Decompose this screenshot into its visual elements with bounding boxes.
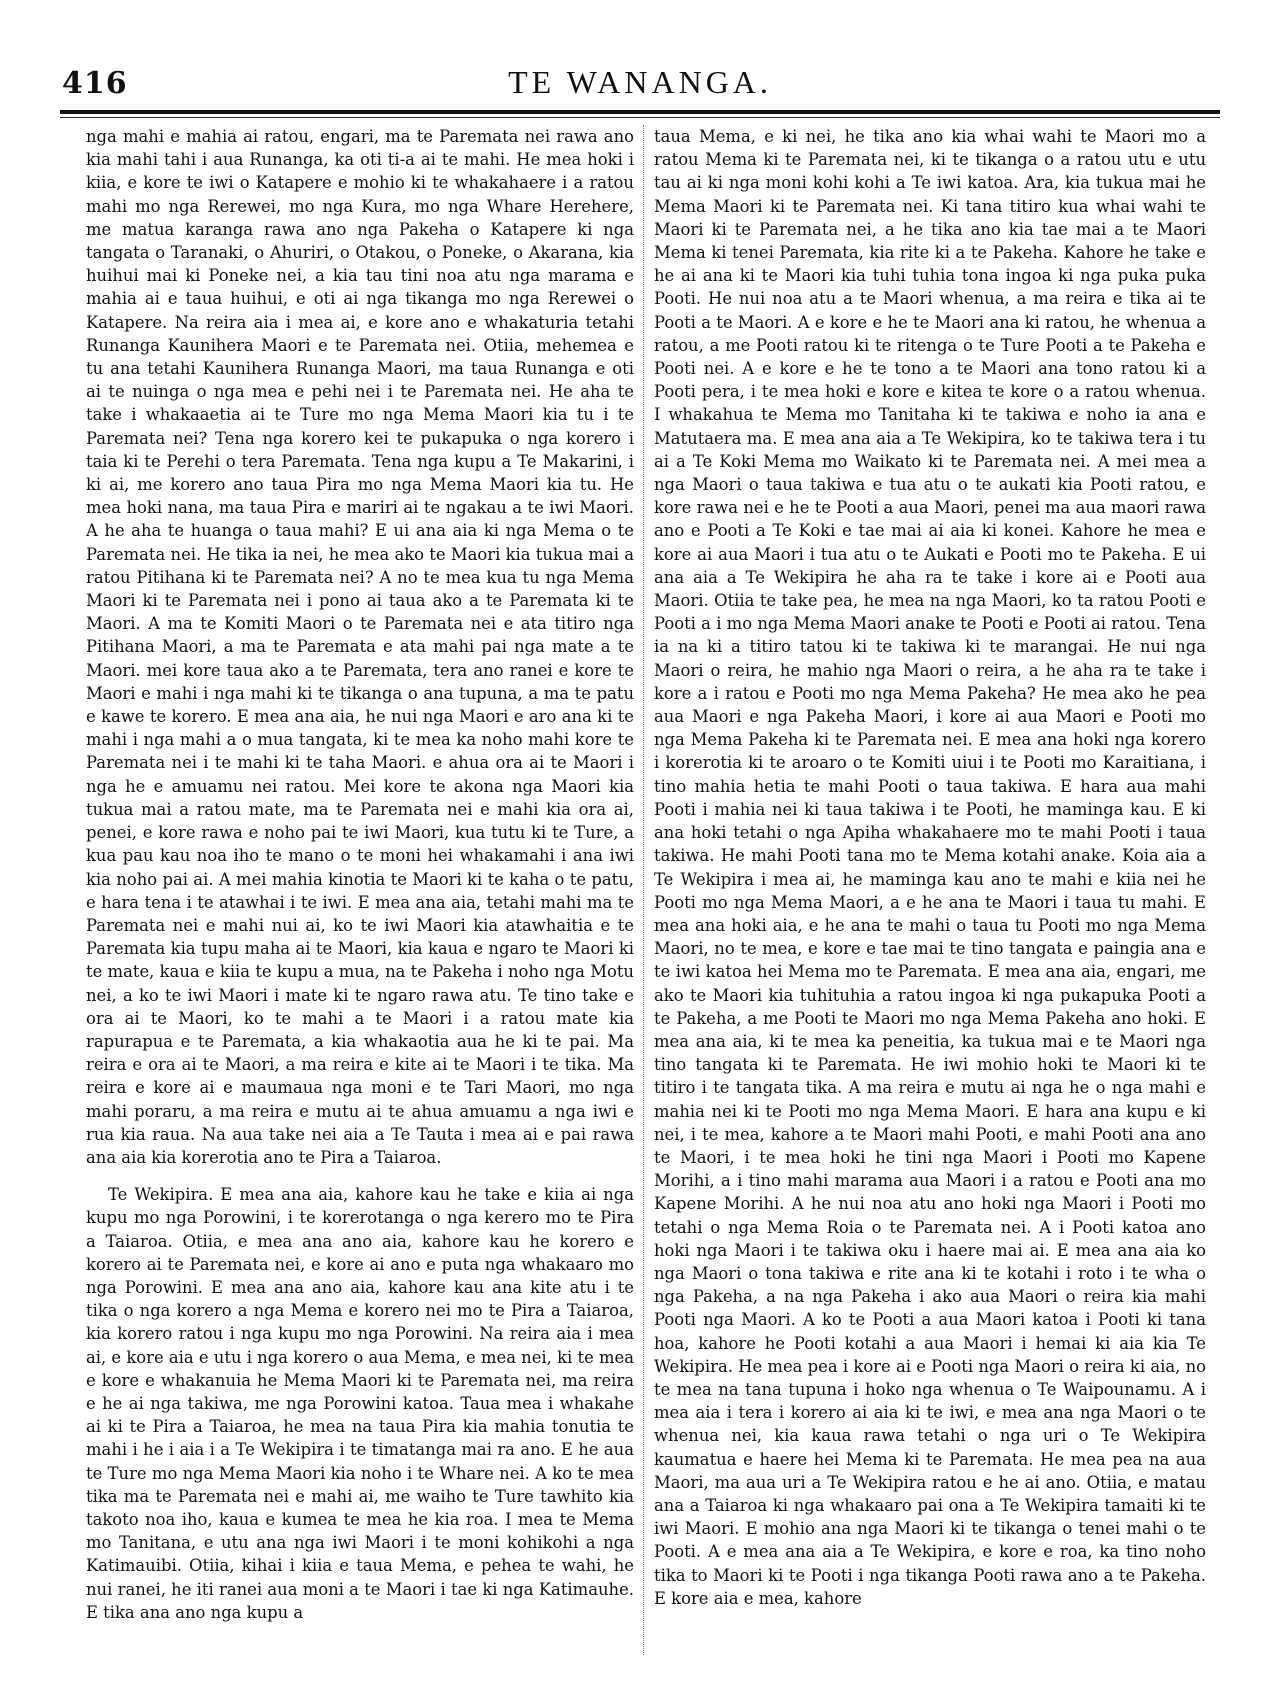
masthead-title: TE WANANGA. — [508, 64, 772, 100]
right-column — [654, 125, 1206, 1660]
page-number: 416 — [62, 66, 128, 101]
header-rule-thin — [60, 117, 1220, 118]
left-column — [86, 125, 634, 1660]
header-rule-thick — [60, 110, 1220, 114]
column-divider — [643, 125, 644, 1655]
left-paragraph-2: Te Wekipira. E mea ana aia, kahore kau he take e kiia ai nga kupu mo nga Porowini, i te korerotanga o nga kerero mo te Pira a Taiaroa. Otiia, e mea ana ano aia, kahore kau he korero e korero ai te Paremata nei, e kore ai ano e puta nga whakaaro mo nga Porowini. E mea ana ano aia, kahore kau ana kite atu i te tika o nga korero a nga Mema e korero nei mo te Pira a Taiaroa, kia korero ratou i nga kupu mo nga Porowini. Na reira aia i mea ai, e kore aia e utu i nga korero o aua Mema, e mea nei, ki te mea e kore e whakanuia he Mema Maori ki te Paremata nei, ma reira e he ai nga takiwa, me nga Porowini katoa. Taua mea i whakahe ai ki te Pira a Taiaroa, he mea na taua Pira kia mahia tonutia te mahi i he i aia i a Te Wekipira i te timatanga mai ra ano. E he aua te Ture mo nga Mema Maori kia noho i te Whare nei. A ko te mea tika ma te Paremata nei e mahi ai, me waiho te Ture tawhito kia takoto noa iho, kaua e kumea te mea he kia roa. I mea te Mema mo Tanitana, e utu ana nga iwi Maori i te moni kohikohi a nga Katimauibi. Otiia, kihai i kiia e taua Mema, e pehea te wahi, he nui ranei, he iti ranei aua moni a te Maori i tae ki nga Katimauhe. E tika ana ano nga kupu a — [86, 1185, 634, 1622]
right-paragraph-1: taua Mema, e ki nei, he tika ano kia whai wahi te Maori mo a ratou Mema ki te Paremata nei, ki te tikanga o a ratou utu e utu tau ai ki nga moni kohi kohi a Te iwi katoa. Ara, kia tukua mai he Mema Maori ki te Paremata nei. Ki tana titiro kua whai wahi te Maori ki te Paremata nei, a he tika ano kia tae mai a te Maori Mema ki tenei Paremata, kia rite ki a te Pakeha. Kahore he take e he ai ana ki te Maori kia tuhi tuhia tona ingoa ki nga puka puka Pooti. He nui noa atu a te Maori whenua, a ma reira e tika ai te Pooti a te Maori. A e kore e he te Maori ana ki ratou, he whenua a ratou, a me Pooti ratou ki te ritenga o te Ture Pooti a te Pakeha e Pooti nei. A e kore e he te tono a te Maori ana tono ratou ki a Pooti pera, i te mea hoki e kore e kitea te kore o a ratou whenua. I whakahua te Mema mo Tanitaha ki te takiwa e noho ia ana e Matutaera ma. E mea ana aia a Te Wekipira, ko te takiwa tera i tu ai a Te Koki Mema mo Waikato ki te Paremata nei. A mei mea a nga Maori o taua takiwa e tua atu o te aukati kia Pooti ratou, e kore rawa nei e he te Pooti a aua Maori, penei ma aua maori rawa ano e Pooti a Te Koki e tae mai ai aia ki konei. Kahore he mea e kore ai aua Maori i tua atu o te Aukati e Pooti mo te Pakeha. E ui ana aia a Te Wekipira he aha ra te take i kore ai e Pooti aua Maori. Otiia te take pea, he mea na nga Maori, ko ta ratou Pooti e Pooti a i mo nga Mema Maori anake te Pooti e Pooti ai ratou. Tena ia na ki a titiro tatou ki te takiwa ki te marangai. He nui nga Maori o reira, he mahio nga Maori o reira, a he aha ra te take i kore a i ratou e Pooti mo nga Mema Pakeha? He mea ako he pea aua Maori e nga Pakeha Maori, i kore ai aua Maori e Pooti mo nga Mema Pakeha ki te Paremata nei. E mea ana hoki nga korero i korerotia ki te aroaro o te Komiti uiui i te Pooti mo Karaitiana, i tino mahia hetia te mahi Pooti o taua takiwa. E hara aua mahi Pooti i mahia nei ki taua takiwa i te Pooti, he maminga kau. E ki ana hoki tetahi o nga Apiha whakahaere mo te mahi Pooti i taua takiwa. He mahi Pooti tana mo te Mema kotahi anake. Koia aia a Te Wekipira i mea ai, he maminga kau ano te mahi e kiia nei he Pooti mo nga Mema Maori, a e he ana te Maori i taua tu mahi. E mea ana hoki aia, e he ana te mahi o taua tu Pooti mo nga Mema Maori, no te mea, e kore e tae mai te tino tangata e paingia ana e te iwi katoa hei Mema mo te Paremata. E mea ana aia, engari, me ako te Maori kia tuhituhia a ratou ingoa ki nga pukapuka Pooti a te Pakeha, a me Pooti te Maori mo nga Mema Pakeha ano hoki. E mea ana aia, ki te mea ka peneitia, ka tukua mai e te Maori nga tino tangata ki te Paremata. He iwi mohio hoki te Maori ki te titiro i te tangata tika. A ma reira e mutu ai nga he o nga mahi e mahia nei ki te Pooti mo nga Mema Maori. E hara ana kupu e ki nei, i te mea, kahore a te Maori mahi Pooti, e mahi Pooti ana ano te Maori, i te mea hoki he tini nga Maori i Pooti mo Kapene Morihi, a i tino mahi marama aua Maori i a ratou e Pooti ana mo Kapene Morihi. A he nui noa atu ano hoki nga Maori i Pooti mo tetahi o nga Mema Roia o te Paremata nei. A i Pooti katoa ano hoki nga Maori i te takiwa oku i haere mai ai. E mea ana aia ko nga Maori o tona takiwa e rite ana ki te kotahi i roto i te wha o nga Pakeha, a na nga Pakeha i ako aua Maori o reira kia mahi Pooti nga Maori. A ko te Pooti a aua Maori katoa i Pooti ki tana hoa, kahore he Pooti kotahi a aua Maori i hemai ki aia kia Te Wekipira. He mea pea i kore ai e Pooti nga Maori o reira ki aia, no te mea na tana tupuna i hoko nga whenua o Te Waipounamu. A i mea aia i tera i korero ai aia ki te iwi, e mea ana nga Maori o te whenua nei, kia kaua rawa tetahi o nga uri o Te Wekipira kaumatua e haere hei Mema ki te Paremata. He mea pea na aua Maori, ma aua uri a Te Wekipira ratou e he ai ano. Otiia, e matau ana a Taiaroa ki nga whakaaro pai ona a Te Wekipira tamaiti ki te iwi Maori. E mohio ana nga Maori ki te tikanga o tenei mahi o te Pooti. A e mea ana aia a Te Wekipira, e kore e roa, ka tino noho tika to Maori ki te Pooti i nga tikanga Pooti rawa ano a te Pakeha. E kore aia e mea, kahore — [654, 127, 1206, 1608]
left-paragraph-1: nga mahi e mahia ai ratou, engari, ma te Paremata nei rawa ano kia mahi tahi i aua Runanga, ka oti ti-a ai te mahi. He mea hoki i kiia, e kore te iwi o Katapere e mohio ki te whakahaere i a ratou mahi mo nga Rerewei, mo nga Kura, mo nga Whare Herehere, me matua karanga rawa ano nga Pakeha o Katapere ki nga tangata o Taranaki, o Ahuriri, o Otakou, o Poneke, o Akarana, kia huihui mai ki Poneke nei, a kia tau tini noa atu nga marama e mahia ai e taua huihui, e oti ai nga tikanga mo nga Rerewei o Katapere. Na reira aia i mea ai, e kore ano e whakaturia tetahi Runanga Kaunihera Maori e te Paremata nei. Otiia, mehemea e tu ana tetahi Kaunihera Runanga Maori, ma taua Runanga e oti ai te nuinga o nga mea e pehi nei i te Paremata nei. He aha te take i whakaaetia ai te Ture mo nga Mema Maori kia tu i te Paremata nei? Tena nga korero kei te pukapuka o nga korero i taia ki te Perehi o tera Paremata. Tena nga kupu a Te Makarini, i ki ai, me korero ano taua Pira mo nga Mema Maori kia tu. He mea hoki nana, ma taua Pira e mariri ai te ngakau a te iwi Maori. A he aha te huanga o taua mahi? E ui ana aia ki nga Mema o te Paremata nei. He tika ia nei, he mea ako te Maori kia tukua mai a ratou Pitihana ki te Paremata nei? A no te mea kua tu nga Mema Maori ki te Paremata nei i pono ai taua ako a te Paremata ki te Maori. A ma te Komiti Maori o te Paremata nei e ata titiro nga Pitihana Maori, a ma te Paremata e ata mahi pai nga mate a te Maori. mei kore taua ako a te Paremata, tera ano ranei e kore te Maori e mahi i nga mahi ki te tikanga o ana tupuna, a ma te patu e kawe te korero. E mea ana aia, he nui nga Maori e aro ana ki te mahi i nga mahi a o mua tangata, ki te mea ka noho mahi kore te Paremata nei i te mahi ki te taha Maori. e ahua ora ai te Maori i nga he e amuamu nei ratou. Mei kore te akona nga Maori kia tukua mai a ratou mate, ma te Paremata nei e mahi kia ora ai, penei, e kore rawa e noho pai te iwi Maori, kua tutu ki te Ture, a kua pau kau noa iho te mano o te moni hei whakamahi i ana iwi kia noho pai ai. A mei mahia kinotia te Maori ki te kaha o te patu, e hara tena i te atawhai i te iwi. E mea ana aia, tetahi mahi ma te Paremata nei e mahi nui ai, ko te iwi Maori kia atawhaitia e te Paremata kia tupu maha ai te Maori, kia kaua e ngaro te Maori ki te mate, kaua e kiia te kupu a mua, na te Pakeha i noho nga Motu nei, a ko te iwi Maori i mate ki te ngaro rawa atu. Te tino take e ora ai te Maori, ko te mahi a te Maori i a ratou mate kia rapurapua e te Paremata, a kia whakaotia aua he ki te pai. Ma reira e ora ai te Maori, a ma reira e kite ai te Maori i te tika. Ma reira e kore ai e maumaua nga moni e te Tari Maori, mo nga mahi poraru, a ma reira e mutu ai te ahua amuamu a nga iwi e rua kia raua. Na aua take nei aia a Te Tauta i mea ai e pai rawa ana aia kia korerotia ano te Pira a Taiaroa. — [86, 127, 634, 1167]
